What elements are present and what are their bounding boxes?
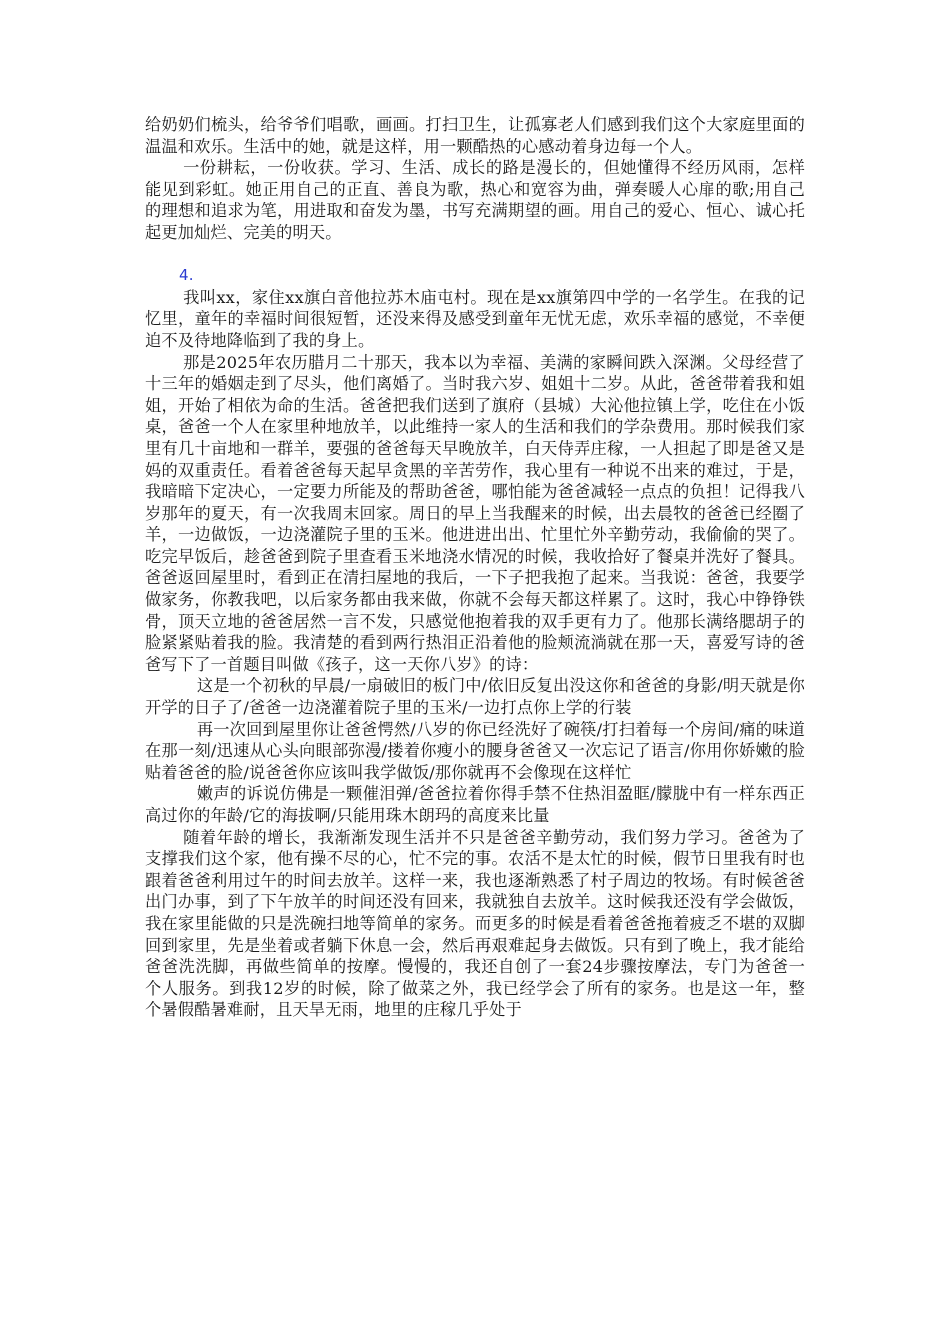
paragraph-prev-2: 一份耕耘，一份收获。学习、生活、成长的路是漫长的，但她懂得不经历风雨，怎样能见到彩虹。她正用自己的正直、善良为歌，热心和宽容为曲，弹奏暖人心扉的歌;用自己的理想和追求为笔，用进取和奋发为墨，书写充满期望的画。用自己的爱心、恒心、诚心托起更加灿烂、完美的明天。 (145, 158, 805, 242)
blank-line (145, 244, 805, 266)
document-page (145, 114, 805, 1021)
paragraph-growing-up: 随着年龄的增长，我渐渐发现生活并不只是爸爸辛勤劳动，我们努力学习。爸爸为了支撑我们这个家，他有操不尽的心，忙不完的事。农活不是太忙的时候，假节日里我有时也跟着爸爸利用过午的时间去放羊。这样一来，我也逐渐熟悉了村子周边的牧场。有时候爸爸出门办事，到了下午放羊的时间还没有回来，我就独自去放羊。这时候我还没有学会做饭，我在家里能做的只是洗碗扫地等简单的家务。而更多的时候是看着爸爸拖着疲乏不堪的双脚回到家里，先是坐着或者躺下休息一会，然后再艰难起身去做饭。只有到了晚上，我才能给爸爸洗洗脚，再做些简单的按摩。慢慢的，我还自创了一套24步骤按摩法，专门为爸爸一个人服务。到我12岁的时候，除了做菜之外，我已经学会了所有的家务。也是这一年，整个暑假酷暑难耐，且天旱无雨，地里的庄稼几乎处于 (145, 827, 805, 1020)
paragraph-prev-1: 给奶奶们梳头，给爷爷们唱歌，画画。打扫卫生，让孤寡老人们感到我们这个大家庭里面的温温和欢乐。生活中的她，就是这样，用一颗酷热的心感动着身边每一个人。 (145, 115, 805, 156)
poem-stanza-1: 这是一个初秋的早晨/一扇破旧的板门中/依旧反复出没这你和爸爸的身影/明天就是你开学的日子了/爸爸一边浇灌着院子里的玉米/一边打点你上学的行装 (145, 676, 805, 718)
paragraph-intro: 我叫xx，家住xx旗白音他拉苏木庙屯村。现在是xx旗第四中学的一名学生。在我的记忆里，童年的幸福时间很短暂，还没来得及感受到童年无忧无虑，欢乐幸福的感觉，不幸便迫不及待地降临到了我的身上。 (145, 287, 805, 350)
paragraph-story: 那是2025年农历腊月二十那天，我本以为幸福、美满的家瞬间跌入深渊。父母经营了十三年的婚姻走到了尽头，他们离婚了。当时我六岁、姐姐十二岁。从此，爸爸带着我和姐姐，开始了相依为命的生活。爸爸把我们送到了旗府（县城）大沁他拉镇上学，吃住在小饭桌，爸爸一个人在家里种地放羊，以此维持一家人的生活和我们的学杂费用。那时候我们家里有几十亩地和一群羊，要强的爸爸每天早晚放羊，白天侍弄庄稼，一人担起了即是爸又是妈的双重责任。看着爸爸每天起早贪黑的辛苦劳作，我心里有一种说不出来的难过，于是，我暗暗下定决心，一定要力所能及的帮助爸爸，哪怕能为爸爸减轻一点点的负担！记得我八岁那年的夏天，有一次我周末回家。周日的早上当我醒来的时候，出去晨牧的爸爸已经圈了羊，一边做饭，一边浇灌院子里的玉米。他进进出出、忙里忙外辛勤劳动，我偷偷的哭了。吃完早饭后，趁爸爸到院子里查看玉米地浇水情况的时候，我收拾好了餐桌并洗好了餐具。爸爸返回屋里时，看到正在清扫屋地的我后，一下子把我抱了起来。当我说：爸爸，我要学做家务，你教我吧，以后家务都由我来做，你就不会每天都这样累了。这时，我心中铮铮铁骨，顶天立地的爸爸居然一言不发，只感觉他抱着我的双手更有力了。他那长满络腮胡子的脸紧紧贴着我的脸。我清楚的看到两行热泪正沿着他的脸颊流淌就在那一天，喜爱写诗的爸爸写下了一首题目叫做《孩子，这一天你八岁》的诗： (145, 352, 805, 674)
section-heading: 4. (179, 266, 194, 285)
poem-stanza-2: 再一次回到屋里你让爸爸愕然/八岁的你已经洗好了碗筷/打扫着每一个房间/痛的味道在那一刻/迅速从心头向眼部弥漫/搂着你瘦小的腰身爸爸又一次忘记了语言/你用你娇嫩的脸贴着爸爸的脸/说爸爸你应该叫我学做饭/那你就再不会像现在这样忙 (145, 719, 805, 782)
poem-stanza-3: 嫩声的诉说仿佛是一颗催泪弹/爸爸拉着你得手禁不住热泪盈眶/朦胧中有一样东西正高过你的年龄/它的海拔啊/只能用珠木朗玛的高度来比量 (145, 784, 805, 825)
